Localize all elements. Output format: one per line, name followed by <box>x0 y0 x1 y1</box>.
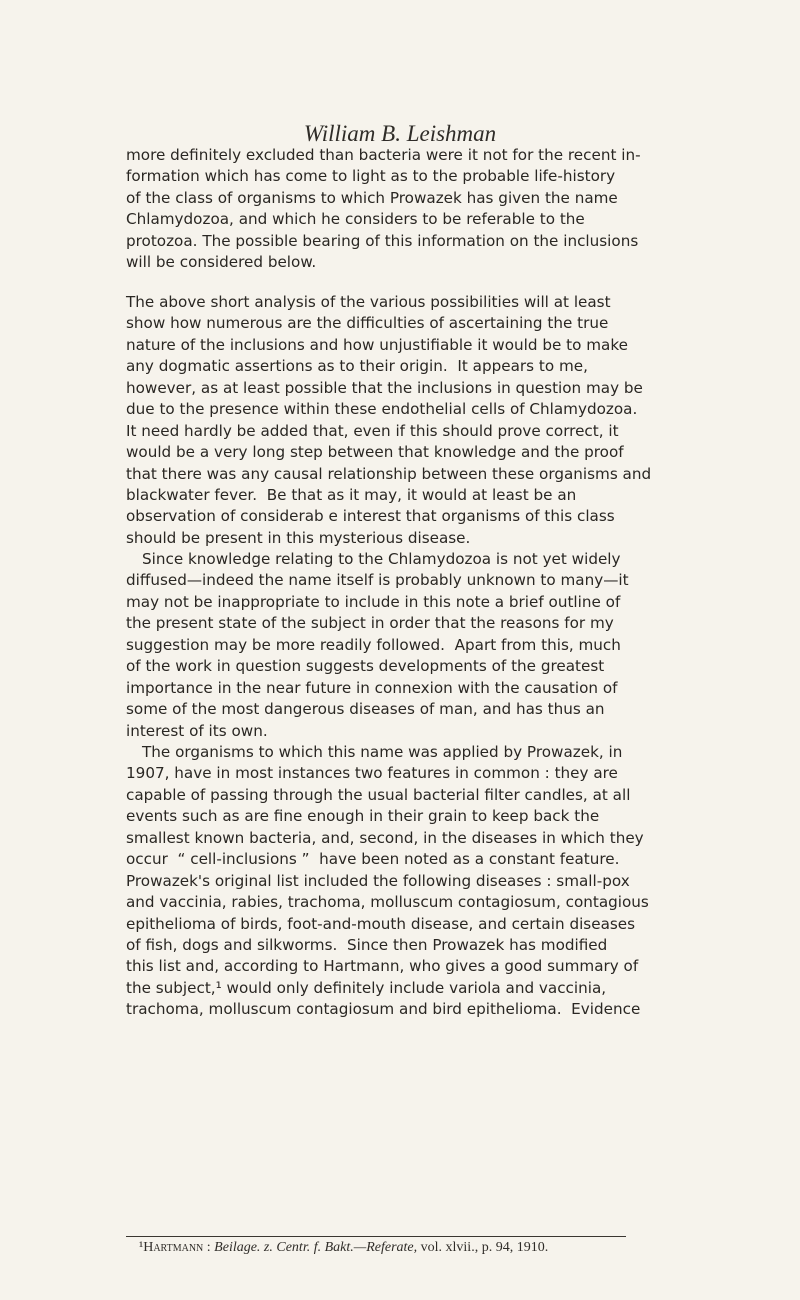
text-line: epithelioma of birds, foot-and-mouth disease, and certain diseases <box>126 914 636 933</box>
text-line: The organisms to which this name was applied by Prowazek, in <box>142 743 623 761</box>
text-line: should be present in this mysterious disease. <box>126 528 471 547</box>
text-line: suggestion may be more readily followed. Apart from this, much <box>126 635 621 654</box>
text-line: may not be inappropriate to include in this note a brief outline of <box>126 592 621 611</box>
text-line: some of the most dangerous diseases of man, and has thus an <box>126 700 605 719</box>
text-line: however, as at least possible that the inclusions in question may be <box>126 378 643 397</box>
text-line: the present state of the subject in order that the reasons for my <box>126 614 614 633</box>
text-line: Since knowledge relating to the Chlamydozoa is not yet widely <box>142 550 621 568</box>
text-line: protozoa. The possible bearing of this information on the inclusions <box>126 231 639 250</box>
text-line: would be a very long step between that knowledge and the proof <box>126 443 624 462</box>
text-line: observation of considerab e interest that organisms of this class <box>126 507 615 526</box>
text-line: the subject,¹ would only definitely include variola and vaccinia, <box>126 978 607 997</box>
text-line: of the class of organisms to which Prowazek has given the name <box>126 188 618 207</box>
paragraph-3 <box>126 549 686 742</box>
text-line: importance in the near future in connexion with the causation of <box>126 678 618 697</box>
paragraph-2 <box>126 292 686 549</box>
text-line: Prowazek's original list included the following diseases : small-pox <box>126 871 630 890</box>
text-line: and vaccinia, rabies, trachoma, molluscum contagiosum, contagious <box>126 893 649 912</box>
text-line: show how numerous are the difficulties of ascertaining the true <box>126 314 609 333</box>
text-line: due to the presence within these endothelial cells of Chlamydozoa. <box>126 400 638 419</box>
text-line: of fish, dogs and silkworms. Since then Prowazek has modified <box>126 935 608 954</box>
footnote-details: vol. xlvii., p. 94, 1910. <box>417 1240 549 1255</box>
text-line: trachoma, molluscum contagiosum and bird epithelioma. Evidence <box>126 1000 641 1019</box>
paragraph-4 <box>126 742 686 1021</box>
text-line: interest of its own. <box>126 721 268 740</box>
text-line: more definitely excluded than bacteria were it not for the recent in- <box>126 146 641 164</box>
text-line: The above short analysis of the various possibilities will at least <box>126 293 611 311</box>
text-line: diffused—indeed the name itself is probably unknown to many—it <box>126 571 629 590</box>
footnote-divider <box>126 1236 626 1237</box>
footnote-author: Hartmann <box>143 1240 204 1255</box>
footnote-journal: Beilage. z. Centr. f. Bakt.—Referate, <box>214 1240 418 1255</box>
text-line: nature of the inclusions and how unjustifiable it would be to make <box>126 335 628 354</box>
text-line: It need hardly be added that, even if this should prove correct, it <box>126 421 619 440</box>
text-line: Chlamydozoa, and which he considers to be referable to the <box>126 210 585 229</box>
text-line: events such as are fine enough in their grain to keep back the <box>126 807 600 826</box>
text-line: capable of passing through the usual bacterial filter candles, at all <box>126 785 631 804</box>
text-line: smallest known bacteria, and, second, in the diseases in which they <box>126 828 644 847</box>
text-line: blackwater fever. Be that as it may, it would at least be an <box>126 485 577 504</box>
footnote-marker: ¹ <box>139 1240 144 1255</box>
paragraph-1 <box>126 145 686 274</box>
text-line: of the work in question suggests developments of the greatest <box>126 657 605 676</box>
text-line: that there was any causal relationship between these organisms and <box>126 464 652 483</box>
text-line: this list and, according to Hartmann, who gives a good summary of <box>126 957 639 976</box>
text-line: 1907, have in most instances two features in common : they are <box>126 764 618 783</box>
footnote-separator: : <box>203 1240 215 1255</box>
footnote <box>139 1240 548 1256</box>
text-line: will be considered below. <box>126 253 317 272</box>
running-title: William B. Leishman <box>303 121 497 146</box>
text-line: occur “ cell-inclusions ” have been noted as a constant feature. <box>126 850 620 869</box>
text-line: formation which has come to light as to the probable life-history <box>126 167 616 186</box>
text-line: any dogmatic assertions as to their origin. It appears to me, <box>126 357 588 376</box>
